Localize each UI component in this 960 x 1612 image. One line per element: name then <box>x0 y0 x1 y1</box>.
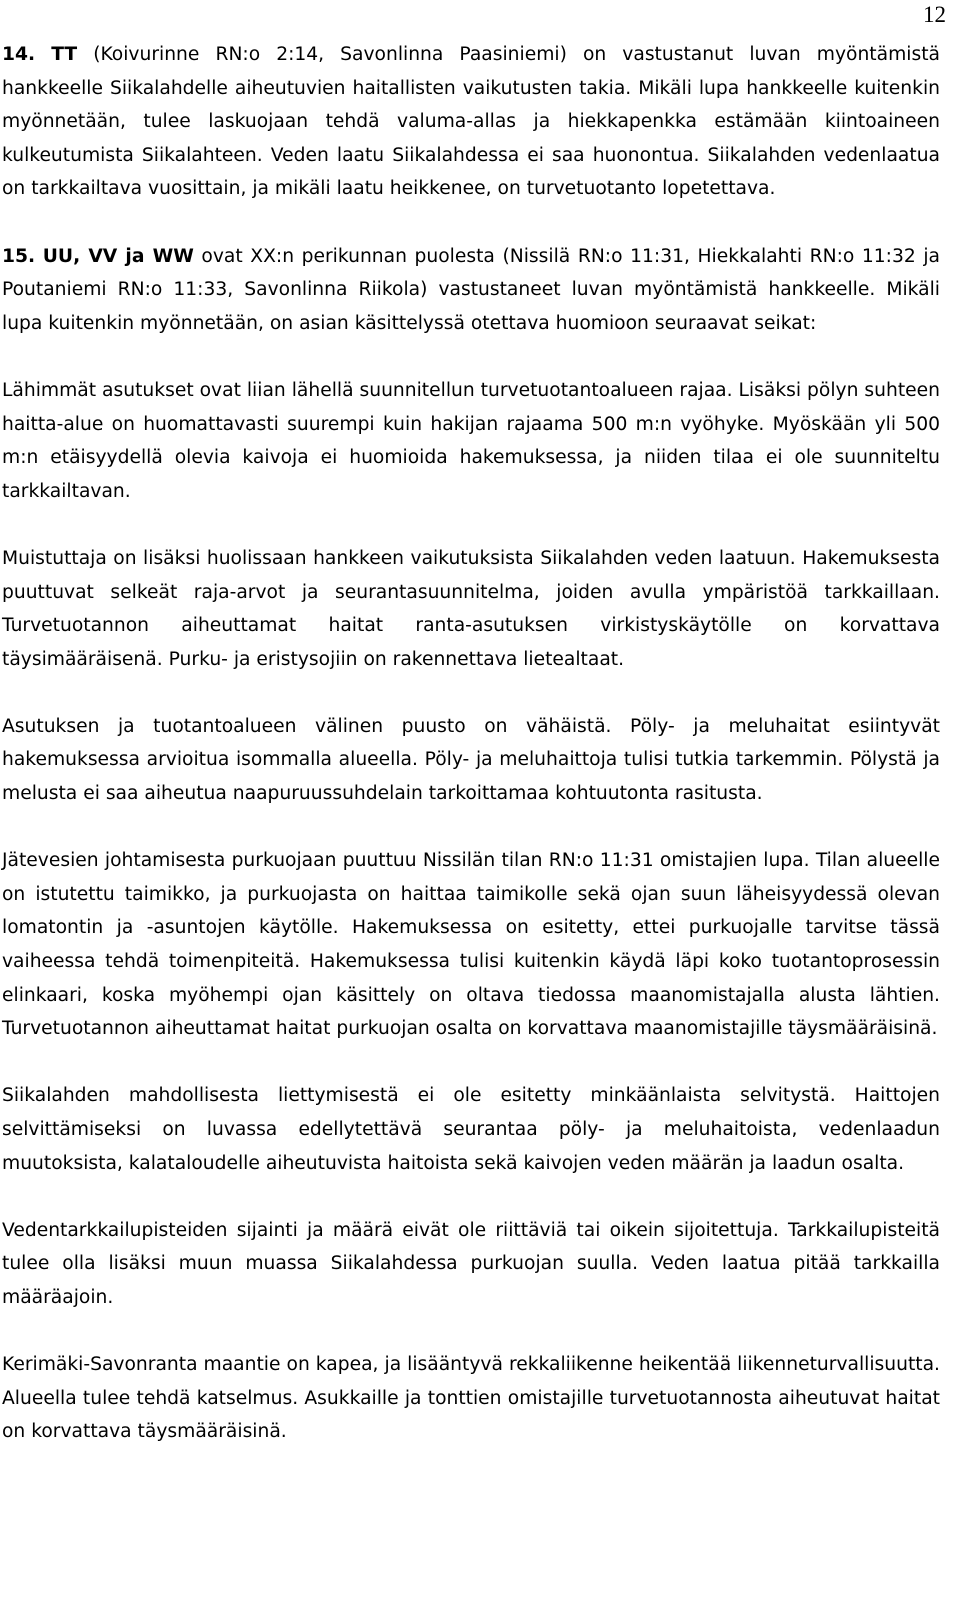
paragraph: Jätevesien johtamisesta purkuojaan puuttuu Nissilän tilan RN:o 11:31 omistajien lupa. Tilan alueelle on istutettu taimikko, ja purkuojasta on haittaa taimikolle sekä ojan suun läheisyydessä olevan lomatontin ja -asuntojen käytölle. Hakemuksessa on esitetty, ettei purkuojalle tarvitse tässä vaiheessa tehdä toimenpiteitä. Hakemuksessa tulisi kuitenkin käydä läpi koko tuotantoprosessin elinkaari, koska myöhempi ojan käsittely on oltava tiedossa maanomistajalla alusta lähtien. Turvetuotannon aiheuttamat haitat purkuojan osalta on korvattava maanomistajille täysmääräisinä. <box>2 850 940 1040</box>
item-party: UU, VV ja WW <box>42 245 194 267</box>
item-number: 14. <box>2 44 36 65</box>
page-number: 12 <box>923 2 946 27</box>
paragraph: Kerimäki-Savonranta maantie on kapea, ja lisääntyvä rekkaliikenne heikentää liikenneturvallisuutta. Alueella tulee tehdä katselmus. Asukkaille ja tonttien omistajille turvetuotannosta aiheutuvat haitat on korvattava täysmääräisinä. <box>2 1354 940 1443</box>
item-15 <box>2 240 940 341</box>
paragraph: Siikalahden mahdollisesta liettymisestä ei ole esitetty minkäänlaista selvitystä. Haittojen selvittämiseksi on luvassa edellytettävä seurantaa pöly- ja meluhaitoista, vedenlaadun muutoksista, kalataloudelle aiheutuvista haitoista sekä kaivojen veden määrän ja laadun osalta. <box>2 1085 940 1174</box>
paragraph: Muistuttaja on lisäksi huolissaan hankkeen vaikutuksista Siikalahden veden laatuun. Hakemuksesta puuttuvat selkeät raja-arvot ja seurantasuunnitelma, joiden avulla ympäristöä tarkkaillaan. Turvetuotannon aiheuttamat haitat ranta-asutuksen virkistyskäytölle on korvattava täysimääräisenä. Purku- ja eristysojiin on rakennettava lietealtaat. <box>2 547 940 670</box>
item-14 <box>2 38 940 206</box>
item-number: 15. <box>2 245 36 267</box>
paragraph: Asutuksen ja tuotantoalueen välinen puusto on vähäistä. Pöly- ja meluhaitat esiintyvät hakemuksessa arvioitua isommalla alueella. Pöly- ja meluhaittoja tulisi tutkia tarkemmin. Pölystä ja melusta ei saa aiheutua naapuruussuhdelain tarkoittamaa kohtuutonta rasitusta. <box>2 715 940 805</box>
item-party: TT <box>51 44 78 65</box>
item-text: (Koivurinne RN:o 2:14, Savonlinna Paasiniemi) on vastustanut luvan myöntämistä hankkeelle Siikalahdelle aiheutuvien haitallisten vaikutusten takia. Mikäli lupa hankkeelle kuitenkin myönnetään, tulee laskuojaan tehdä valuma-allas ja hiekkapenkka estämään kiintoaineen kulkeutumista Siikalahteen. Veden laatu Siikalahdessa ei saa huonontua. Siikalahden vedenlaatua on tarkkailtava vuosittain, ja mikäli laatu heikkenee, on turvetuotanto lopetettava. <box>2 44 940 200</box>
document-body <box>2 38 940 1449</box>
item-text: ovat XX:n perikunnan puolesta (Nissilä RN:o 11:31, Hiekkalahti RN:o 11:32 ja Poutaniemi RN:o 11:33, Savonlinna Riikola) vastustaneet luvan myöntämistä hankkeelle. Mikäli lupa kuitenkin myönnetään, on asian käsittelyssä otettava huomioon seuraavat seikat: <box>2 245 940 334</box>
paragraph: Vedentarkkailupisteiden sijainti ja määrä eivät ole riittäviä tai oikein sijoitettuja. Tarkkailupisteitä tulee olla lisäksi muun muassa Siikalahdessa purkuojan suulla. Veden laatua pitää tarkkailla määräajoin. <box>2 1219 940 1308</box>
paragraph: Lähimmät asutukset ovat liian lähellä suunnitellun turvetuotantoalueen rajaa. Lisäksi pölyn suhteen haitta-alue on huomattavasti suurempi kuin hakijan rajaama 500 m:n vyöhyke. Myöskään yli 500 m:n etäisyydellä olevia kaivoja ei huomioida hakemuksessa, ja niiden tilaa ei ole suunniteltu tarkkailtavan. <box>2 379 940 502</box>
